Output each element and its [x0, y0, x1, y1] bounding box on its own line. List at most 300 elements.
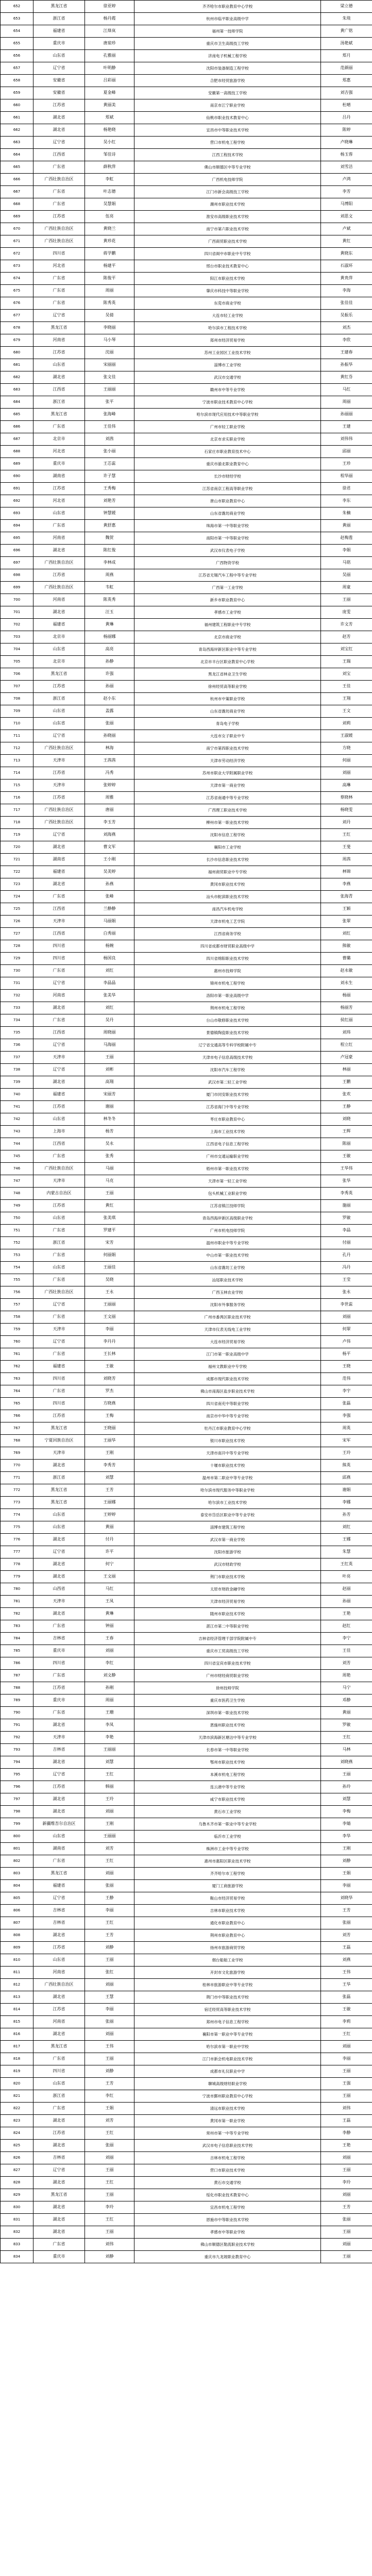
teacher-name-cell: 李凤: [85, 1719, 134, 1732]
second-teacher-cell: 卢伟: [321, 1336, 372, 1348]
table-row: [1, 1558, 372, 1571]
school-cell: 唐山市职业教育中心: [134, 495, 321, 507]
table-row: [1, 1917, 372, 1929]
school-cell: 清远市职业技术学校: [134, 2103, 321, 2115]
school-cell: 杭州市中策职业学校: [134, 693, 321, 705]
province-cell: 吉林省: [33, 1744, 85, 1756]
teacher-name-cell: 杨建平: [85, 260, 134, 273]
serial-number-cell: 701: [1, 606, 33, 619]
table-row: [1, 1608, 372, 1620]
serial-number-cell: 757: [1, 1299, 33, 1311]
serial-number-cell: 806: [1, 1905, 33, 1917]
teacher-name-cell: 高亮: [85, 643, 134, 656]
table-row: [1, 1447, 372, 1460]
province-cell: 江苏省: [33, 792, 85, 804]
teacher-name-cell: 许平: [85, 1546, 134, 1558]
province-cell: 北京市: [33, 631, 85, 643]
table-row: [1, 1620, 372, 1633]
second-teacher-cell: 吴振乐: [321, 310, 372, 322]
serial-number-cell: 739: [1, 1076, 33, 1089]
serial-number-cell: 831: [1, 2214, 33, 2226]
table-row: [1, 940, 372, 953]
teacher-name-cell: 马丽娟: [85, 916, 134, 928]
second-teacher-cell: 周童: [321, 582, 372, 594]
province-cell: 广西壮族自治区: [33, 235, 85, 248]
teacher-name-cell: 王芳: [85, 2078, 134, 2090]
teacher-name-cell: 周丽: [85, 285, 134, 297]
school-cell: 邢台市职业技术教育中心: [134, 260, 321, 273]
province-cell: 广西壮族自治区: [33, 804, 85, 817]
table-row: [1, 916, 372, 928]
teacher-name-cell: 宋丽丽: [85, 359, 134, 371]
school-cell: 牡丹江市职业教育中心学校: [134, 1422, 321, 1435]
serial-number-cell: 738: [1, 1064, 33, 1076]
teacher-name-cell: 黄晓兰: [85, 223, 134, 235]
table-row: [1, 260, 372, 273]
school-cell: 哈尔滨市现代服务中等职业学校: [134, 1484, 321, 1497]
teacher-name-cell: 李丹丹: [85, 1336, 134, 1348]
table-row: [1, 2226, 372, 2239]
school-cell: 黄石市交通学校: [134, 2177, 321, 2189]
second-teacher-cell: 李静: [321, 2127, 372, 2140]
second-teacher-cell: 郑月: [321, 50, 372, 62]
teacher-name-cell: 李丽: [85, 1324, 134, 1336]
teacher-name-cell: 黄琳: [85, 1608, 134, 1620]
second-teacher-cell: 王鹏: [321, 1076, 372, 1089]
second-teacher-cell: 王磊: [321, 1942, 372, 1954]
teacher-name-cell: 钟慧媛: [85, 507, 134, 520]
province-cell: 河南省: [33, 532, 85, 545]
teacher-name-cell: 邹佳诗: [85, 149, 134, 161]
school-cell: 东莞市商业学校: [134, 297, 321, 310]
table-row: [1, 2115, 372, 2127]
serial-number-cell: 721: [1, 854, 33, 866]
second-teacher-cell: 黄丽: [321, 1707, 372, 1719]
school-cell: 江苏省南通中等专业学校: [134, 792, 321, 804]
table-row: [1, 891, 372, 903]
serial-number-cell: 752: [1, 1237, 33, 1249]
serial-number-cell: 691: [1, 483, 33, 495]
second-teacher-cell: 程立红: [321, 1039, 372, 1052]
province-cell: 安徽省: [33, 87, 85, 99]
province-cell: 湖北省: [33, 1534, 85, 1546]
table-row: [1, 1892, 372, 1905]
province-cell: 广东省: [33, 1385, 85, 1398]
province-cell: 吉林省: [33, 1917, 85, 1929]
teacher-name-cell: 罗建平: [85, 1225, 134, 1237]
second-teacher-cell: 卢斌: [321, 223, 372, 235]
serial-number-cell: 807: [1, 1917, 33, 1929]
teacher-name-cell: 王丽: [85, 2053, 134, 2065]
serial-number-cell: 815: [1, 2016, 33, 2028]
province-cell: 湖北省: [33, 1991, 85, 2004]
second-teacher-cell: 刘慧: [321, 1793, 372, 1806]
school-cell: 厦门工商旅游学校: [134, 1880, 321, 1892]
serial-number-cell: 698: [1, 569, 33, 582]
serial-number-cell: 735: [1, 1027, 33, 1039]
second-teacher-cell: 王敏: [321, 1150, 372, 1163]
teacher-name-cell: 王丽娜: [85, 1497, 134, 1509]
serial-number-cell: 659: [1, 87, 33, 99]
province-cell: 黑龙江省: [33, 668, 85, 681]
table-row: [1, 1583, 372, 1596]
school-cell: 成都市礼仪职业中学: [134, 2065, 321, 2078]
teacher-name-cell: 吕彩丽: [85, 75, 134, 87]
second-teacher-cell: 王红: [321, 829, 372, 841]
province-cell: 广东省: [33, 1225, 85, 1237]
teacher-name-cell: 王晓丽: [85, 1422, 134, 1435]
school-cell: 青岛西海岸新区职业中等专业学校: [134, 643, 321, 656]
second-teacher-cell: 徐君: [321, 483, 372, 495]
serial-number-cell: 737: [1, 1052, 33, 1064]
table-row: [1, 1843, 372, 1855]
serial-number-cell: 808: [1, 1929, 33, 1942]
teacher-name-cell: 王丽佳: [85, 1262, 134, 1274]
serial-number-cell: 826: [1, 2152, 33, 2164]
school-cell: 广西机电技师学院: [134, 174, 321, 186]
second-teacher-cell: 张海青: [321, 891, 372, 903]
second-teacher-cell: 庞雯: [321, 606, 372, 619]
second-teacher-cell: 王瑞: [321, 656, 372, 668]
serial-number-cell: 696: [1, 545, 33, 557]
teacher-name-cell: 王红: [85, 1917, 134, 1929]
table-row: [1, 2140, 372, 2152]
serial-number-cell: 674: [1, 273, 33, 285]
table-row: [1, 433, 372, 446]
province-cell: 广西壮族自治区: [33, 557, 85, 569]
teacher-name-cell: 王红: [85, 2214, 134, 2226]
school-cell: 沈阳市外事服务学校: [134, 1299, 321, 1311]
serial-number-cell: 770: [1, 1460, 33, 1472]
school-cell: 广西玉林农业学校: [134, 1286, 321, 1299]
province-cell: 辽宁省: [33, 730, 85, 742]
province-cell: 浙江省: [33, 1237, 85, 1249]
school-cell: 长沙市信息职业技术学校: [134, 854, 321, 866]
second-teacher-cell: 马林: [321, 1744, 372, 1756]
school-cell: 孝感市工业学校: [134, 606, 321, 619]
second-teacher-cell: 刘晓: [321, 1113, 372, 1126]
second-teacher-cell: 张磊: [321, 1398, 372, 1410]
teacher-name-cell: 罗杰: [85, 1385, 134, 1398]
province-cell: 辽宁省: [33, 62, 85, 75]
province-cell: 湖北省: [33, 606, 85, 619]
serial-number-cell: 697: [1, 557, 33, 569]
serial-number-cell: 798: [1, 1806, 33, 1818]
table-row: [1, 285, 372, 297]
table-row: [1, 1756, 372, 1769]
school-cell: 荆门市中等职业技术学校: [134, 1991, 321, 2004]
teacher-name-cell: 许子慧: [85, 470, 134, 483]
second-teacher-cell: 王莹: [321, 1274, 372, 1286]
second-teacher-cell: 张磊: [321, 1991, 372, 2004]
province-cell: 广东省: [33, 285, 85, 297]
second-teacher-cell: 王文: [321, 705, 372, 718]
teacher-name-cell: 刘慧: [85, 1756, 134, 1769]
teacher-name-cell: 王敏: [85, 1361, 134, 1373]
serial-number-cell: 800: [1, 1831, 33, 1843]
second-teacher-cell: 王丽: [321, 594, 372, 606]
school-cell: 襄阳市第一职业中等专业学校: [134, 2028, 321, 2041]
province-cell: 福建省: [33, 25, 85, 38]
table-row: [1, 458, 372, 470]
second-teacher-cell: 张华: [321, 1175, 372, 1188]
second-teacher-cell: 刘丽: [321, 1311, 372, 1324]
second-teacher-cell: 孔丹: [321, 1249, 372, 1262]
serial-number-cell: 804: [1, 1880, 33, 1892]
table-row: [1, 1014, 372, 1027]
second-teacher-cell: 李晶: [321, 1225, 372, 1237]
table-row: [1, 1262, 372, 1274]
table-row: [1, 2078, 372, 2090]
serial-number-cell: 814: [1, 2004, 33, 2016]
table-row: [1, 1101, 372, 1113]
school-cell: 沈阳市汽车工程学校: [134, 1064, 321, 1076]
second-teacher-cell: 付丽: [321, 1237, 372, 1249]
serial-number-cell: 733: [1, 1002, 33, 1014]
province-cell: 广西壮族自治区: [33, 582, 85, 594]
province-cell: 山东省: [33, 359, 85, 371]
school-cell: 齐齐哈尔市职业教育中心学校: [134, 1, 321, 13]
province-cell: 浙江省: [33, 1472, 85, 1484]
table-row: [1, 1460, 372, 1472]
province-cell: 江西省: [33, 1138, 85, 1150]
school-cell: 武汉市第一商业学校: [134, 1534, 321, 1546]
second-teacher-cell: 王红: [321, 1732, 372, 1744]
province-cell: 浙江省: [33, 693, 85, 705]
teacher-name-cell: 冯秀: [85, 767, 134, 779]
serial-number-cell: 792: [1, 1732, 33, 1744]
province-cell: 广西壮族自治区: [33, 817, 85, 829]
second-teacher-cell: 周艳: [321, 1670, 372, 1682]
school-cell: 上海市工业技术学校: [134, 1126, 321, 1138]
serial-number-cell: 823: [1, 2115, 33, 2127]
table-row: [1, 507, 372, 520]
second-teacher-cell: 杨丽芳: [321, 1002, 372, 1014]
table-row: [1, 2004, 372, 2016]
second-teacher-cell: 刘晓华: [321, 1892, 372, 1905]
serial-number-cell: 774: [1, 1509, 33, 1521]
serial-number-cell: 723: [1, 878, 33, 891]
teacher-name-cell: 叶明静: [85, 62, 134, 75]
teacher-name-cell: 黄珍花: [85, 235, 134, 248]
school-cell: 徐州经贸高等职业学校: [134, 681, 321, 693]
province-cell: 湖北省: [33, 2214, 85, 2226]
serial-number-cell: 719: [1, 829, 33, 841]
serial-number-cell: 728: [1, 940, 33, 953]
school-cell: 天津市滨海新区塘沽中等专业学校: [134, 1732, 321, 1744]
teacher-name-cell: 宋芳: [85, 1237, 134, 1249]
second-teacher-cell: 杨晓雯: [321, 804, 372, 817]
school-cell: 安徽第一高级技工学校: [134, 87, 321, 99]
table-row: [1, 87, 372, 99]
province-cell: 江苏省: [33, 1101, 85, 1113]
teacher-name-cell: 李晓丽: [85, 322, 134, 334]
province-cell: 浙江省: [33, 13, 85, 25]
school-cell: 广西第一工业学校: [134, 582, 321, 594]
province-cell: 山东省: [33, 1212, 85, 1225]
serial-number-cell: 727: [1, 928, 33, 940]
serial-number-cell: 711: [1, 730, 33, 742]
table-row: [1, 792, 372, 804]
teacher-name-cell: 李玉芳: [85, 817, 134, 829]
teacher-name-cell: 李丽: [85, 1905, 134, 1917]
table-row: [1, 1484, 372, 1497]
second-teacher-cell: 黄广铭: [321, 25, 372, 38]
second-teacher-cell: 王强: [321, 2078, 372, 2090]
second-teacher-cell: 李海: [321, 285, 372, 297]
school-cell: 江苏省无锡汽车工程中等专业学校: [134, 569, 321, 582]
school-cell: 吉林市职业技术学校: [134, 1905, 321, 1917]
teacher-name-cell: 刘丽: [85, 1806, 134, 1818]
teacher-name-cell: 王茜茜: [85, 755, 134, 767]
school-cell: 江西工程技术学校: [134, 149, 321, 161]
province-cell: 江苏省: [33, 2004, 85, 2016]
serial-number-cell: 833: [1, 2239, 33, 2251]
table-row: [1, 2177, 372, 2189]
school-cell: 随州市职业技术学校: [134, 1608, 321, 1620]
serial-number-cell: 695: [1, 532, 33, 545]
teacher-name-cell: 何宁: [85, 1558, 134, 1571]
province-cell: 湖北省: [33, 1460, 85, 1472]
school-cell: 广西商贸职业技术学校: [134, 235, 321, 248]
province-cell: 江苏省: [33, 2127, 85, 2140]
second-teacher-cell: 王娜: [321, 1534, 372, 1546]
table-row: [1, 2127, 372, 2140]
province-cell: 广东省: [33, 161, 85, 174]
teacher-name-cell: 李虹: [85, 174, 134, 186]
table-row: [1, 174, 372, 186]
serial-number-cell: 769: [1, 1447, 33, 1460]
table-row: [1, 1188, 372, 1200]
school-cell: 南京市中华中等专业学校: [134, 1410, 321, 1422]
province-cell: 河北省: [33, 446, 85, 458]
school-cell: 广州市财经商贸职业学校: [134, 1670, 321, 1682]
school-cell: 温州市职业中等专业学校: [134, 1237, 321, 1249]
province-cell: 重庆市: [33, 1645, 85, 1657]
teacher-name-cell: 刘芳: [85, 2115, 134, 2127]
second-teacher-cell: 高琳: [321, 779, 372, 792]
serial-number-cell: 734: [1, 1014, 33, 1027]
teacher-name-cell: 蒋学鹏: [85, 248, 134, 260]
teacher-name-cell: 唐琼珍: [85, 38, 134, 50]
province-cell: 江西省: [33, 928, 85, 940]
province-cell: 广东省: [33, 520, 85, 532]
serial-number-cell: 682: [1, 371, 33, 384]
serial-number-cell: 819: [1, 2065, 33, 2078]
province-cell: 河南省: [33, 1967, 85, 1979]
serial-number-cell: 693: [1, 507, 33, 520]
serial-number-cell: 653: [1, 13, 33, 25]
table-row: [1, 1707, 372, 1719]
province-cell: 广东省: [33, 1670, 85, 1682]
province-cell: 广东省: [33, 1150, 85, 1163]
teacher-name-cell: 兰静静: [85, 903, 134, 916]
serial-number-cell: 767: [1, 1422, 33, 1435]
serial-number-cell: 676: [1, 297, 33, 310]
second-teacher-cell: 李欣: [321, 334, 372, 347]
second-teacher-cell: 刘伟: [321, 2103, 372, 2115]
teacher-name-cell: 谢丽: [85, 1101, 134, 1113]
province-cell: 湖北省: [33, 1719, 85, 1732]
school-cell: 成都市现代职业技术学校: [134, 1373, 321, 1385]
table-row: [1, 2189, 372, 2201]
table-row: [1, 705, 372, 718]
teacher-name-cell: 江烽岚: [85, 25, 134, 38]
second-teacher-cell: 王辉: [321, 1126, 372, 1138]
table-row: [1, 545, 372, 557]
table-row: [1, 50, 372, 62]
province-cell: 天津市: [33, 779, 85, 792]
teacher-name-cell: 沈丽: [85, 347, 134, 359]
school-cell: 福州第一技师学院: [134, 25, 321, 38]
province-cell: 辽宁省: [33, 2164, 85, 2177]
serial-number-cell: 680: [1, 347, 33, 359]
province-cell: 湖北省: [33, 2201, 85, 2214]
serial-number-cell: 666: [1, 174, 33, 186]
province-cell: 山东省: [33, 1113, 85, 1126]
teacher-name-cell: 张美琪: [85, 1212, 134, 1225]
serial-number-cell: 713: [1, 755, 33, 767]
second-teacher-cell: 王丽: [321, 2065, 372, 2078]
teacher-name-cell: 孔雅丽: [85, 50, 134, 62]
teacher-name-cell: 王芳: [85, 1484, 134, 1497]
province-cell: 湖北省: [33, 124, 85, 137]
second-teacher-cell: 黄丽: [321, 520, 372, 532]
table-row: [1, 1682, 372, 1694]
second-teacher-cell: 王娟: [321, 1868, 372, 1880]
serial-number-cell: 784: [1, 1633, 33, 1645]
second-teacher-cell: 刘玮: [321, 1027, 372, 1039]
province-cell: 辽宁省: [33, 1039, 85, 1052]
serial-number-cell: 796: [1, 1781, 33, 1793]
table-row: [1, 2152, 372, 2164]
teacher-name-cell: 刘红: [85, 965, 134, 977]
province-cell: 辽宁省: [33, 977, 85, 990]
serial-number-cell: 694: [1, 520, 33, 532]
serial-number-cell: 657: [1, 62, 33, 75]
school-cell: 广州市交通运输职业学校: [134, 1150, 321, 1163]
school-cell: 徐州技师学院: [134, 1682, 321, 1694]
serial-number-cell: 821: [1, 2090, 33, 2103]
table-row: [1, 149, 372, 161]
table-row: [1, 668, 372, 681]
teacher-name-cell: 高翔: [85, 1076, 134, 1089]
table-row: [1, 779, 372, 792]
school-cell: 荆门市职业技术学校: [134, 1571, 321, 1583]
teacher-name-cell: 王丽: [85, 1954, 134, 1967]
province-cell: 湖北省: [33, 1571, 85, 1583]
province-cell: 浙江省: [33, 396, 85, 409]
serial-number-cell: 672: [1, 248, 33, 260]
school-cell: 江门市新会高级技工学校: [134, 186, 321, 198]
serial-number-cell: 811: [1, 1967, 33, 1979]
school-cell: 聊城高级财经职业学校: [134, 2078, 321, 2090]
school-cell: 齐齐哈尔市工程学校: [134, 1868, 321, 1880]
school-cell: 石家庄市职业教育技术中心: [134, 446, 321, 458]
serial-number-cell: 675: [1, 285, 33, 297]
school-cell: 北京市商业学校: [134, 631, 321, 643]
province-cell: 重庆市: [33, 1694, 85, 1707]
teacher-name-cell: 王红: [85, 1769, 134, 1781]
school-cell: 吉林市机电工程学校: [134, 2152, 321, 2164]
serial-number-cell: 671: [1, 235, 33, 248]
second-teacher-cell: 王珍: [321, 458, 372, 470]
serial-number-cell: 708: [1, 693, 33, 705]
teacher-name-cell: 吴倩: [85, 310, 134, 322]
province-cell: 江苏省: [33, 681, 85, 693]
second-teacher-cell: 熊敏: [321, 940, 372, 953]
teacher-name-cell: 李林成: [85, 557, 134, 569]
